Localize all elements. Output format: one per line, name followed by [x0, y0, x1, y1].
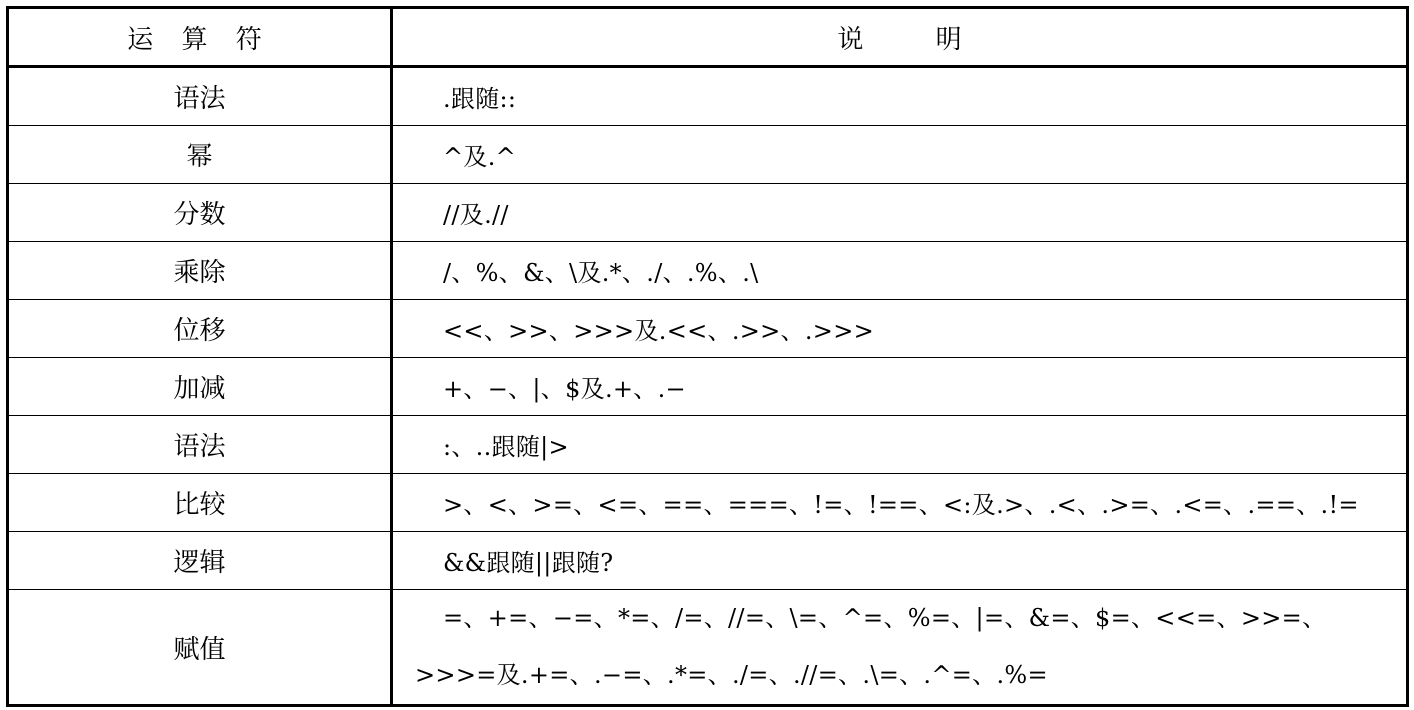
row-name-assignment: 赋值 — [8, 590, 392, 706]
row-ops-bitshift: <<、>>、>>>及.<<、.>>、.>>> — [392, 300, 1408, 358]
header-operator: 运 算 符 — [8, 8, 392, 67]
table-row — [8, 532, 1408, 590]
table-row — [8, 358, 1408, 416]
operator-precedence-table — [6, 6, 1409, 707]
row-name-comparison: 比较 — [8, 474, 392, 532]
row-ops-logic: &&跟随||跟随? — [392, 532, 1408, 590]
row-ops-multiply-divide: /、%、&、\及.*、./、.%、.\ — [392, 242, 1408, 300]
row-name-fraction: 分数 — [8, 184, 392, 242]
table-row — [8, 242, 1408, 300]
table-row — [8, 184, 1408, 242]
table-row — [8, 416, 1408, 474]
row-name-bitshift: 位移 — [8, 300, 392, 358]
table-row — [8, 474, 1408, 532]
row-name-add-subtract: 加减 — [8, 358, 392, 416]
row-name-logic: 逻辑 — [8, 532, 392, 590]
row-ops-power: ^及.^ — [392, 126, 1408, 184]
row-name-syntax: 语法 — [8, 67, 392, 126]
row-name-multiply-divide: 乘除 — [8, 242, 392, 300]
header-description: 说 明 — [392, 8, 1408, 67]
row-ops-add-subtract: +、−、|、$及.+、.− — [392, 358, 1408, 416]
row-ops-syntax-2: :、..跟随|> — [392, 416, 1408, 474]
table-row — [8, 590, 1408, 706]
row-ops-assignment: =、+=、−=、*=、/=、//=、\=、^=、%=、|=、&=、$=、<<=、>>=、>>>=及.+=、.−=、.*=、./=、.//=、.\=、.^=、.%= — [392, 590, 1408, 706]
row-ops-comparison: >、<、>=、<=、==、===、!=、!==、<:及.>、.<、.>=、.<=、.==、.!= — [392, 474, 1408, 532]
table-row — [8, 300, 1408, 358]
row-ops-fraction: //及.// — [392, 184, 1408, 242]
row-name-syntax-2: 语法 — [8, 416, 392, 474]
table-row — [8, 67, 1408, 126]
operator-table-container — [6, 6, 1406, 704]
row-ops-syntax: .跟随:: — [392, 67, 1408, 126]
row-name-power: 幂 — [8, 126, 392, 184]
table-header-row — [8, 8, 1408, 67]
table-row — [8, 126, 1408, 184]
